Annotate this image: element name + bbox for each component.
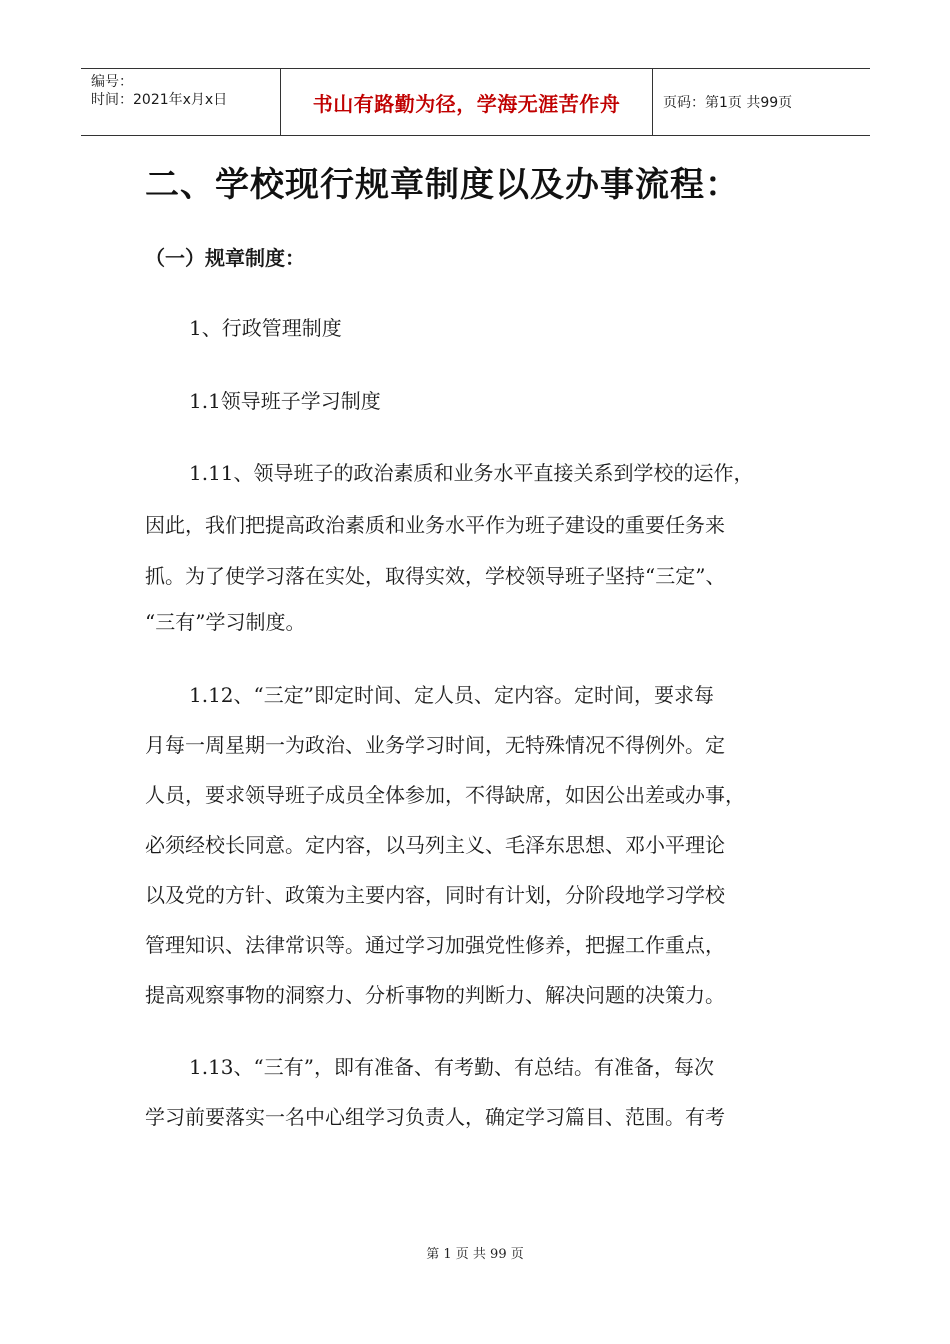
header-page-info: 页码：第1页 共99页 (663, 95, 793, 111)
page-footer: 第 1 页 共 99 页 (426, 1247, 524, 1262)
paragraph-line: 学习前要落实一名中心组学习负责人，确定学习篇目、范围。有考 (145, 1105, 725, 1129)
header-table (81, 68, 870, 136)
paragraph-line: 管理知识、法律常识等。通过学习加强党性修养，把握工作重点， (145, 933, 725, 957)
paragraph-line: 1.11、领导班子的政治素质和业务水平直接关系到学校的运作， (189, 461, 754, 485)
paragraph-line: 提高观察事物的洞察力、分析事物的判断力、解决问题的决策力。 (145, 983, 725, 1007)
sub-subsection-heading: 1.1领导班子学习制度 (189, 389, 381, 413)
header-page-cell (653, 69, 870, 135)
document-number-label: 编号： (91, 74, 133, 90)
header-meta-cell (81, 69, 281, 135)
document-date-label: 时间：2021年x月x日 (91, 92, 228, 108)
paragraph-line: 人员，要求领导班子成员全体参加，不得缺席，如因公出差或办事， (145, 783, 745, 807)
paragraph-line: 1.12、“三定”即定时间、定人员、定内容。定时间，要求每 (189, 683, 714, 707)
section-heading: （一）规章制度： (145, 246, 305, 270)
paragraph-line: 以及党的方针、政策为主要内容，同时有计划，分阶段地学习学校 (145, 883, 725, 907)
paragraph-line: 1.13、“三有”，即有准备、有考勤、有总结。有准备，每次 (189, 1055, 714, 1079)
header-motto: 书山有路勤为径，学海无涯苦作舟 (312, 91, 621, 116)
paragraph-line: 抓。为了使学习落在实处，取得实效，学校领导班子坚持“三定”、 (145, 564, 726, 588)
paragraph-line: 因此，我们把提高政治素质和业务水平作为班子建设的重要任务来 (145, 513, 725, 537)
paragraph-line: “三有”学习制度。 (145, 610, 306, 634)
paragraph-line: 必须经校长同意。定内容，以马列主义、毛泽东思想、邓小平理论 (145, 833, 725, 857)
subsection-heading: 1、行政管理制度 (189, 316, 342, 340)
page-title: 二、学校现行规章制度以及办事流程： (145, 165, 740, 205)
header-motto-cell (281, 69, 653, 135)
paragraph-line: 月每一周星期一为政治、业务学习时间，无特殊情况不得例外。定 (145, 733, 725, 757)
